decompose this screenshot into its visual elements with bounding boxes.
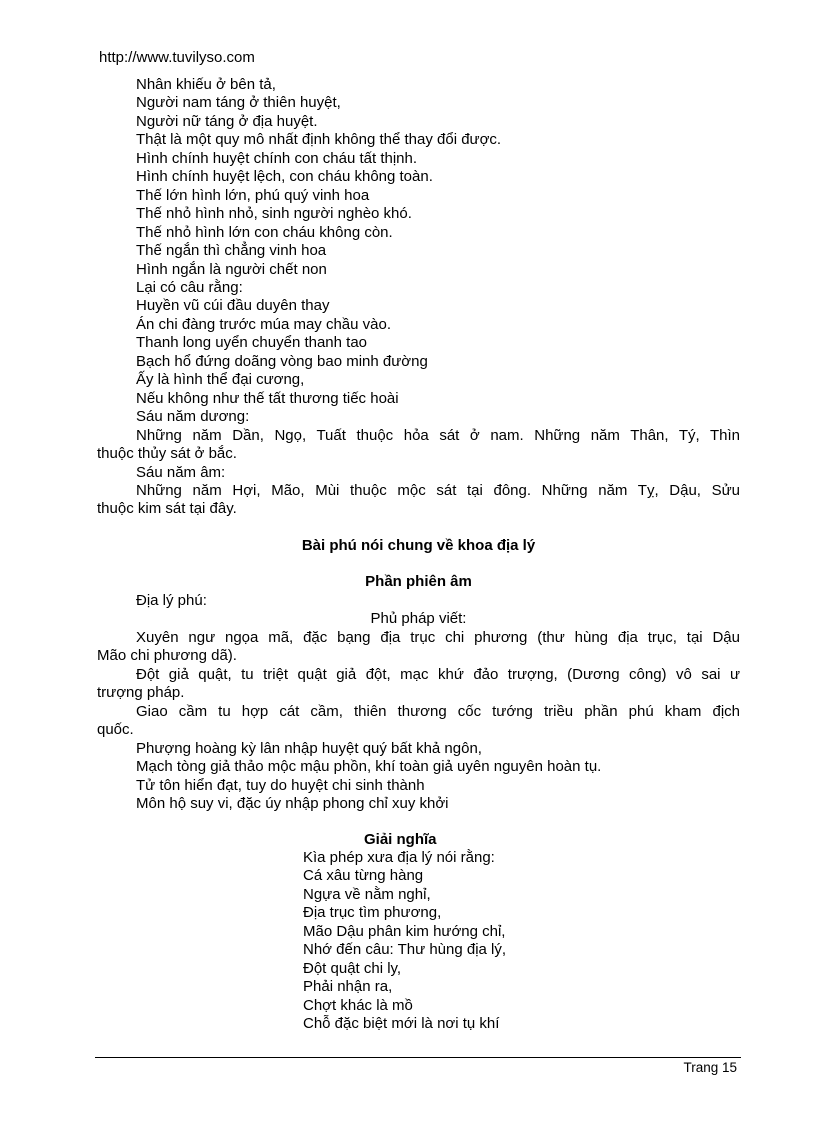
- text-line: quốc.: [97, 721, 134, 739]
- text-line: Chợt khác là mồ: [303, 996, 413, 1014]
- text-line: Sáu năm âm:: [136, 463, 226, 481]
- text-line: Địa trục tìm phương,: [303, 904, 442, 922]
- footer-divider: [95, 1057, 741, 1058]
- text-line: Thế ngắn thì chẳng vinh hoa: [136, 242, 327, 260]
- section-text-b: [97, 592, 740, 813]
- text-line: Phủ pháp viết:: [370, 610, 467, 628]
- text-line: Huyền vũ cúi đầu duyên thay: [136, 297, 330, 315]
- text-line: Mão chi phương dã).: [97, 647, 237, 665]
- page-number: Trang 15: [683, 1060, 737, 1075]
- text-line: Lại có câu rằng:: [136, 278, 243, 296]
- text-line: Ấy là hình thể đại cương,: [136, 371, 305, 389]
- text-line: Mạch tòng giả thảo mộc mậu phồn, khí toàn giả uyên nguyên hoàn tụ.: [136, 758, 602, 776]
- text-line: Nếu không như thế tất thương tiếc hoài: [136, 389, 399, 407]
- heading-giai-nghia: Giải nghĩa: [364, 831, 437, 848]
- text-line: thuộc kim sát tại đây.: [97, 500, 237, 518]
- text-line: Bạch hổ đứng doãng vòng bao minh đường: [136, 352, 428, 370]
- text-line: Hình ngắn là người chết non: [136, 260, 327, 278]
- section-text-a: [97, 76, 740, 519]
- text-line: Chỗ đặc biệt mới là nơi tụ khí: [303, 1015, 500, 1033]
- text-line: Giao cầm tu hợp cát cầm, thiên thương cốc tướng triều phần phú kham địch: [136, 702, 740, 720]
- text-line: Thật là một quy mô nhất định không thể thay đổi được.: [136, 131, 502, 149]
- heading-phien-am: Phần phiên âm: [365, 573, 472, 590]
- text-line: Kìa phép xưa địa lý nói rằng:: [303, 849, 495, 866]
- text-line: Phải nhận ra,: [303, 978, 393, 996]
- text-line: Đột giả quật, tu triệt quật giả đột, mạc khứ đảo trượng, (Dương công) vô sai ư: [136, 665, 740, 683]
- text-line: thuộc thủy sát ở bắc.: [97, 445, 237, 463]
- text-line: Hình chính huyệt lệch, con cháu không toàn.: [136, 168, 433, 186]
- text-line: Mão Dậu phân kim hướng chỉ,: [303, 922, 506, 940]
- text-line: Nhân khiếu ở bên tả,: [136, 76, 276, 93]
- text-line: Hình chính huyệt chính con cháu tất thịnh.: [136, 149, 418, 167]
- text-line: Ngựa về nằm nghỉ,: [303, 885, 431, 903]
- text-line: trượng pháp.: [97, 684, 185, 702]
- text-line: Sáu năm dương:: [136, 408, 250, 426]
- text-line: Thế lớn hình lớn, phú quý vinh hoa: [136, 186, 370, 204]
- text-line: Những năm Dần, Ngọ, Tuất thuộc hỏa sát ở nam. Những năm Thân, Tý, Thìn: [136, 426, 740, 444]
- text-line: Phượng hoàng kỳ lân nhập huyệt quý bất khả ngôn,: [136, 739, 482, 757]
- text-line: Người nữ táng ở địa huyệt.: [136, 112, 318, 130]
- text-line: Thanh long uyển chuyển thanh tao: [136, 334, 368, 352]
- text-line: Án chi đàng trước múa may chầu vào.: [136, 315, 391, 333]
- text-line: Những năm Hợi, Mão, Mùi thuộc mộc sát tại đông. Những năm Tỵ, Dậu, Sửu: [136, 481, 740, 499]
- text-line: Người nam táng ở thiên huyệt,: [136, 94, 341, 112]
- text-line: Địa lý phú:: [136, 592, 207, 609]
- text-line: Môn hộ suy vi, đặc úy nhập phong chỉ xuy khởi: [136, 794, 449, 812]
- text-line: Thế nhỏ hình nhỏ, sinh người nghèo khó.: [136, 205, 412, 223]
- heading-main: Bài phú nói chung về khoa địa lý: [301, 537, 536, 554]
- text-line: Đột quật chi ly,: [303, 959, 402, 977]
- text-line: Nhớ đến câu: Thư hùng địa lý,: [303, 941, 507, 959]
- header-url: http://www.tuvilyso.com: [99, 49, 255, 66]
- text-line: Thế nhỏ hình lớn con cháu không còn.: [136, 223, 393, 241]
- text-line: Xuyên ngư ngọa mã, đặc bạng địa trục chi phương (thư hùng địa trục, tại Dậu: [136, 628, 740, 646]
- section-text-c: [303, 849, 743, 1034]
- text-line: Cá xâu từng hàng: [303, 867, 424, 885]
- text-line: Tử tôn hiển đạt, tuy do huyệt chi sinh thành: [136, 776, 425, 794]
